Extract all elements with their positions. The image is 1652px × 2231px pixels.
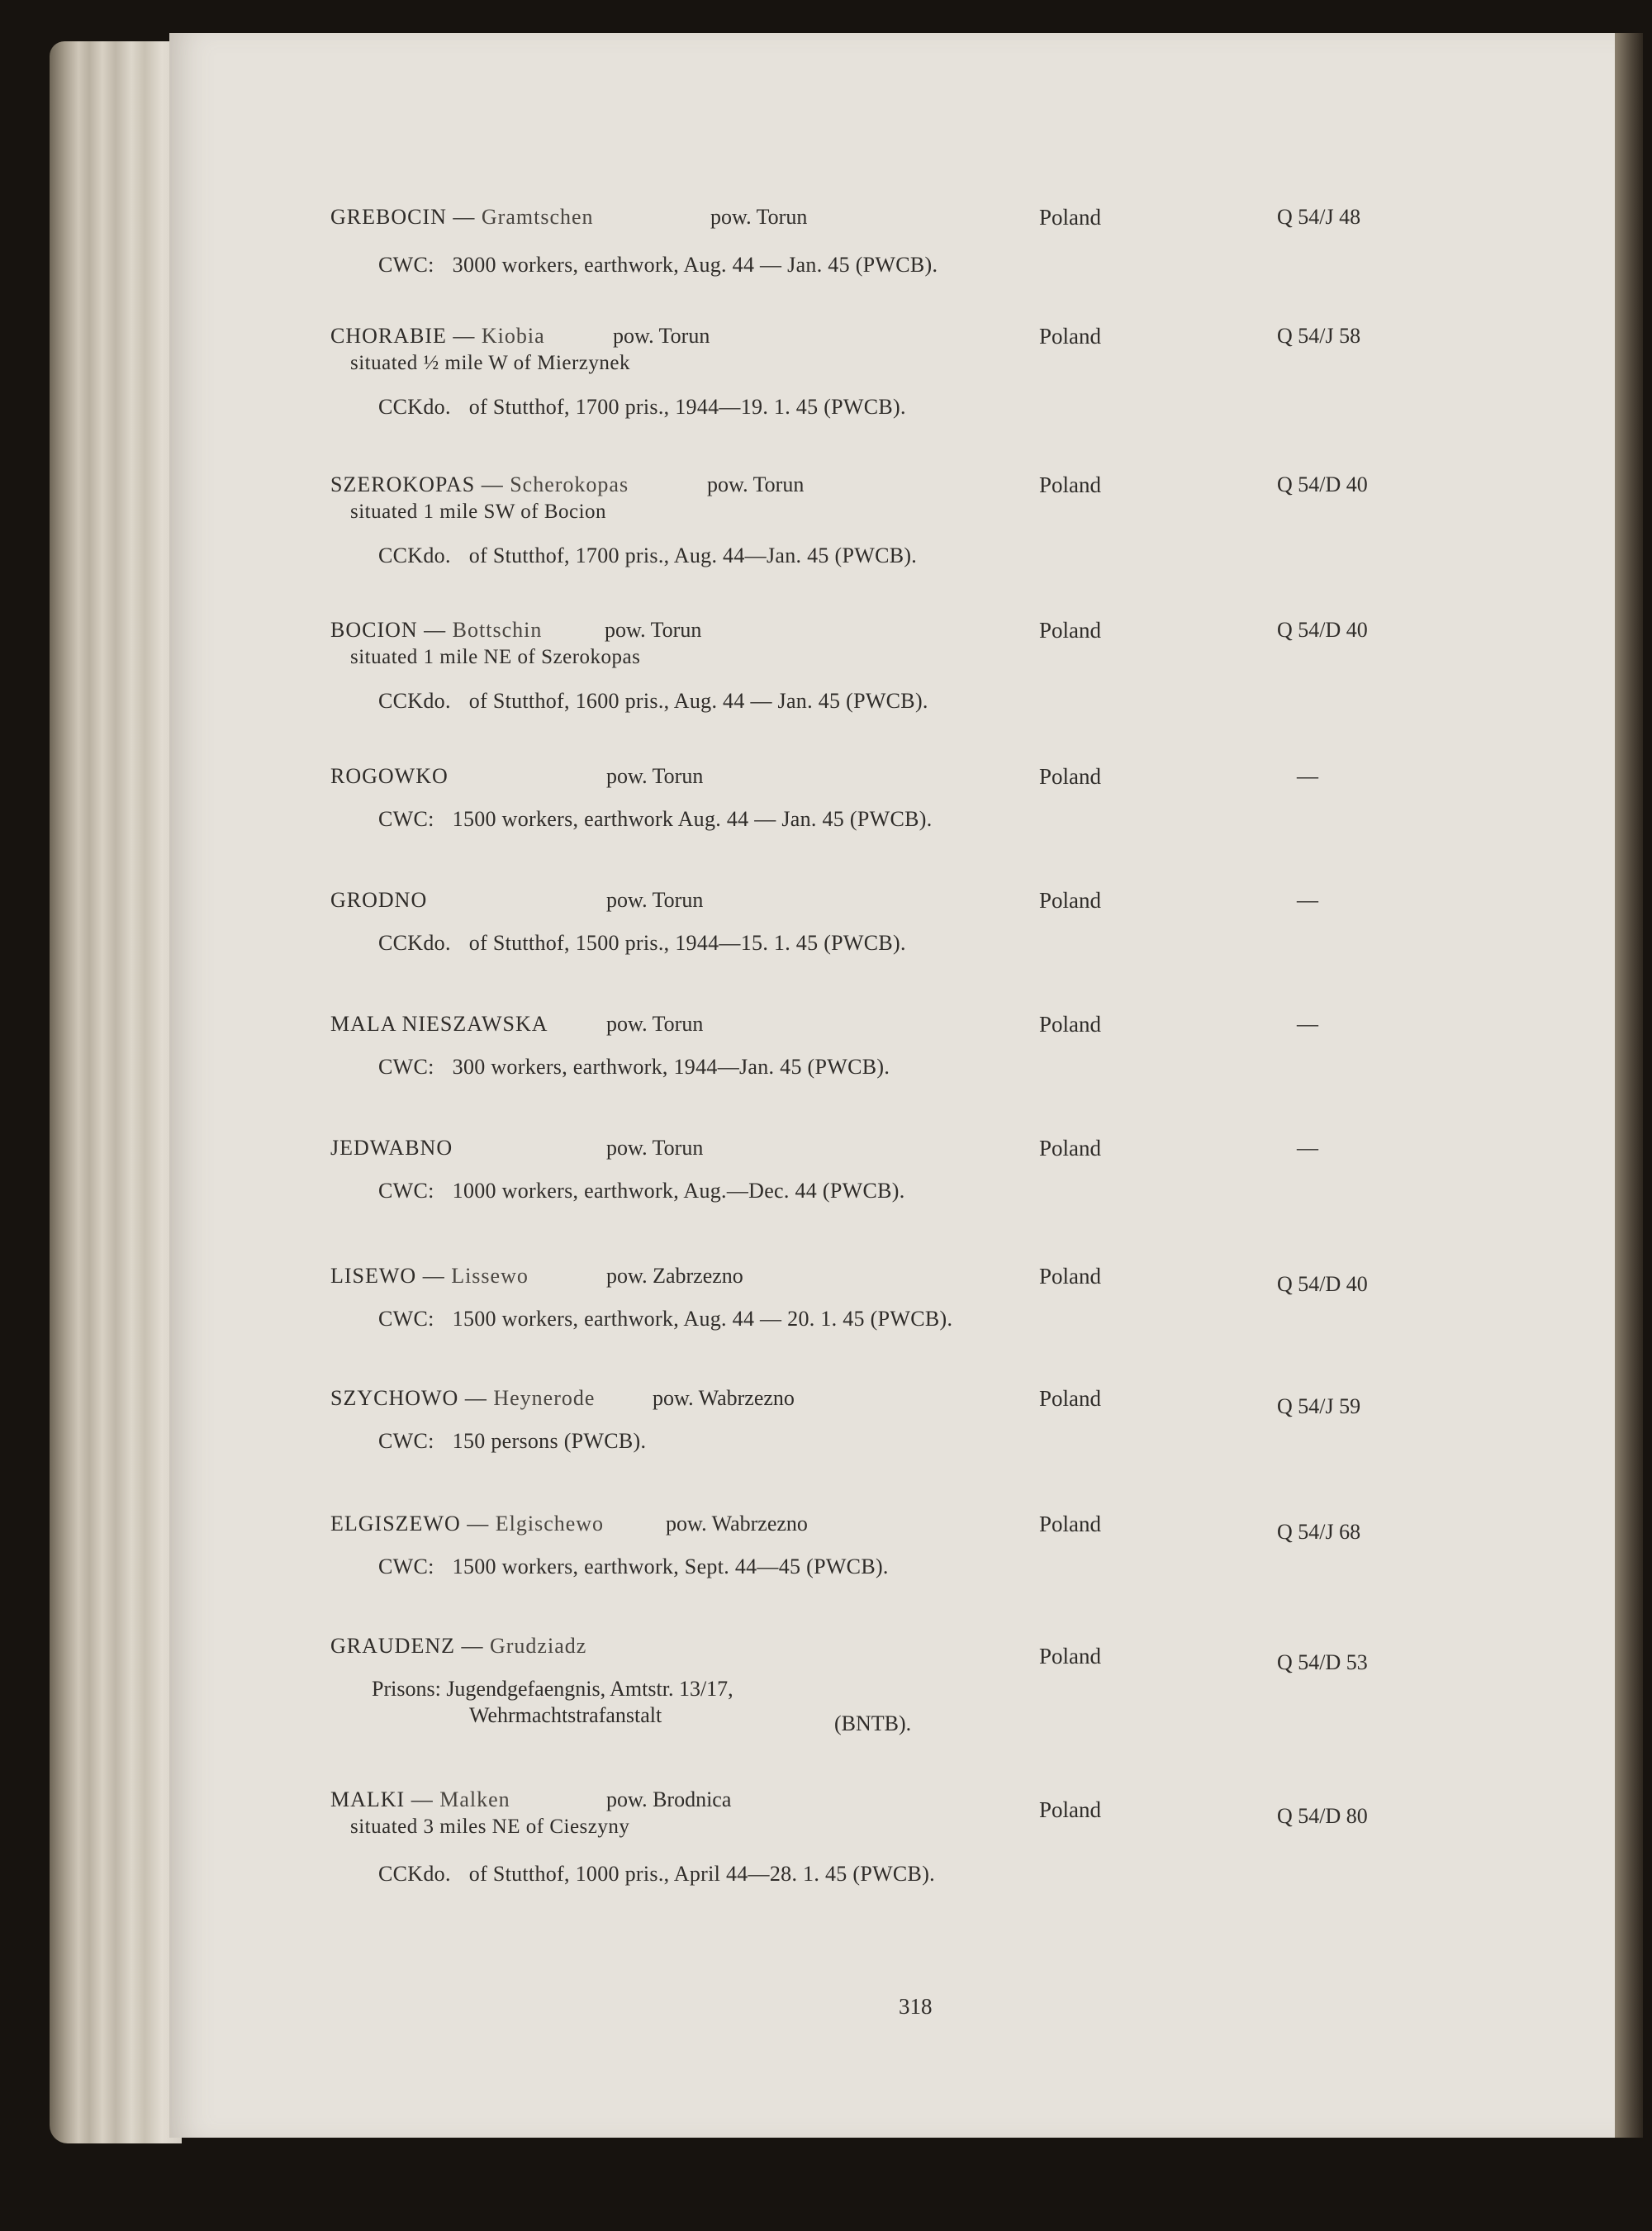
location-note: situated 3 miles NE of Cieszyny	[350, 1816, 630, 1838]
map-reference: Q 54/D 40	[1277, 472, 1368, 496]
place-name: GREBOCIN — Gramtschen	[330, 205, 594, 229]
location-note: situated 1 mile NE of Szerokopas	[350, 646, 641, 668]
map-reference: Q 54/J 48	[1277, 205, 1361, 229]
place-name: MALA NIESZAWSKA	[330, 1012, 548, 1036]
place-name: ROGOWKO	[330, 764, 449, 788]
entry-detail: CCKdo. of Stutthof, 1700 pris., Aug. 44—Jan. 45 (PWCB).	[378, 544, 918, 567]
entry-detail: CWC: 3000 workers, earthwork, Aug. 44 — Jan. 45 (PWCB).	[378, 253, 938, 277]
place-name: GRAUDENZ — Grudziadz	[330, 1634, 587, 1658]
map-reference: Q 54/J 68	[1277, 1520, 1361, 1544]
entry-detail: CWC: 300 workers, earthwork, 1944—Jan. 45 (PWCB).	[378, 1055, 890, 1079]
district: pow. Torun	[606, 1012, 704, 1036]
country: Poland	[1039, 1386, 1102, 1411]
district: pow. Wabrzezno	[653, 1386, 795, 1410]
entry-source: (BNTB).	[834, 1711, 912, 1735]
country: Poland	[1039, 1797, 1102, 1822]
entry-detail: CWC: 1500 workers, earthwork Aug. 44 — Jan. 45 (PWCB).	[378, 807, 933, 831]
country: Poland	[1039, 618, 1102, 643]
district: pow. Torun	[606, 888, 704, 912]
map-reference: Q 54/D 80	[1277, 1804, 1368, 1828]
country: Poland	[1039, 1264, 1102, 1289]
map-reference: Q 54/D 40	[1277, 618, 1368, 642]
country: Poland	[1039, 1512, 1102, 1536]
district: pow. Torun	[710, 205, 808, 229]
location-note: situated ½ mile W of Mierzynek	[350, 352, 630, 374]
country: Poland	[1039, 472, 1102, 497]
place-name: GRODNO	[330, 888, 428, 912]
map-reference: —	[1297, 1012, 1318, 1036]
country: Poland	[1039, 1012, 1102, 1037]
map-reference: Q 54/D 53	[1277, 1650, 1368, 1674]
place-name: ELGISZEWO — Elgischewo	[330, 1512, 605, 1536]
place-name: CHORABIE — Kiobia	[330, 324, 545, 348]
district: pow. Wabrzezno	[666, 1512, 808, 1536]
district: pow. Brodnica	[606, 1787, 732, 1811]
place-name: BOCION — Bottschin	[330, 618, 543, 642]
entry-detail: CCKdo. of Stutthof, 1600 pris., Aug. 44 — Jan. 45 (PWCB).	[378, 689, 928, 713]
district: pow. Torun	[605, 618, 702, 642]
map-reference: Q 54/D 40	[1277, 1272, 1368, 1296]
entry-detail: CCKdo. of Stutthof, 1500 pris., 1944—15. 1. 45 (PWCB).	[378, 931, 906, 955]
country: Poland	[1039, 1644, 1102, 1669]
district: pow. Torun	[613, 324, 710, 348]
entry-detail: CWC: 150 persons (PWCB).	[378, 1429, 647, 1453]
country: Poland	[1039, 205, 1102, 230]
entry-detail: CCKdo. of Stutthof, 1000 pris., April 44—28. 1. 45 (PWCB).	[378, 1862, 935, 1886]
entry-detail: CWC: 1500 workers, earthwork, Aug. 44 — 20. 1. 45 (PWCB).	[378, 1307, 953, 1331]
country: Poland	[1039, 888, 1102, 913]
place-name: LISEWO — Lissewo	[330, 1264, 529, 1288]
entry-detail: CCKdo. of Stutthof, 1700 pris., 1944—19. 1. 45 (PWCB).	[378, 395, 906, 419]
entry-detail: CWC: 1000 workers, earthwork, Aug.—Dec. 44 (PWCB).	[378, 1179, 905, 1203]
place-name: JEDWABNO	[330, 1136, 453, 1160]
entry-detail: CWC: 1500 workers, earthwork, Sept. 44—45 (PWCB).	[378, 1555, 889, 1578]
country: Poland	[1039, 324, 1102, 349]
place-name: SZEROKOPAS — Scherokopas	[330, 472, 629, 496]
country: Poland	[1039, 1136, 1102, 1161]
place-name: SZYCHOWO — Heynerode	[330, 1386, 596, 1410]
district: pow. Torun	[606, 764, 704, 788]
entry-detail-continued: Wehrmachtstrafanstalt	[469, 1703, 662, 1727]
map-reference: —	[1297, 764, 1318, 788]
location-note: situated 1 mile SW of Bocion	[350, 501, 607, 523]
map-reference: Q 54/J 59	[1277, 1394, 1361, 1418]
place-name: MALKI — Malken	[330, 1787, 510, 1811]
map-reference: —	[1297, 1136, 1318, 1160]
country: Poland	[1039, 764, 1102, 789]
district: pow. Torun	[707, 472, 805, 496]
entry-detail: Prisons: Jugendgefaengnis, Amtstr. 13/17,	[372, 1677, 733, 1701]
district: pow. Torun	[606, 1136, 704, 1160]
district: pow. Zabrzezno	[606, 1264, 743, 1288]
map-reference: —	[1297, 888, 1318, 912]
map-reference: Q 54/J 58	[1277, 324, 1361, 348]
page-number: 318	[899, 1994, 933, 2019]
